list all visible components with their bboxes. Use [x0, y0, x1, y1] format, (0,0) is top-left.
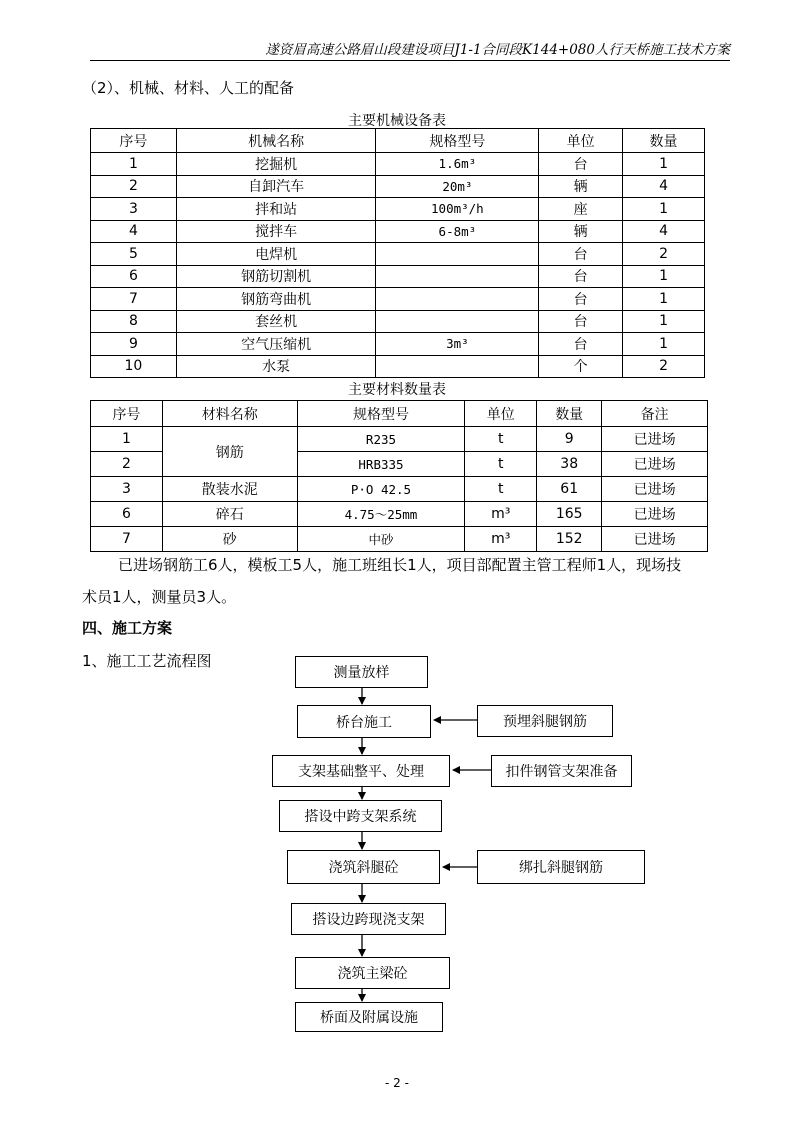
- flow-step-deck-facilities: 桥面及附属设施: [295, 1002, 443, 1032]
- table-cell: 拌和站: [176, 198, 376, 221]
- flow-step-survey: 测量放样: [295, 656, 428, 688]
- table-cell: 已进场: [602, 452, 708, 477]
- table-cell: 7: [91, 527, 163, 552]
- column-header: 材料名称: [162, 401, 297, 427]
- table-cell: 1: [623, 153, 705, 176]
- table-cell: 座: [539, 198, 623, 221]
- table-cell: 6-8m³: [376, 220, 539, 243]
- table-cell: 电焊机: [176, 243, 376, 266]
- flowchart-title: 1、施工工艺流程图: [82, 652, 212, 670]
- table-cell: 2: [91, 175, 177, 198]
- table-cell: 100m³/h: [376, 198, 539, 221]
- table-cell: 38: [537, 452, 602, 477]
- table-cell: 9: [537, 427, 602, 452]
- table-cell: 碎石: [162, 502, 297, 527]
- table-cell: m³: [465, 502, 537, 527]
- table-cell: 1: [623, 333, 705, 356]
- column-header: 数量: [537, 401, 602, 427]
- table-cell: 钢筋弯曲机: [176, 288, 376, 311]
- table-cell: 中砂: [297, 527, 465, 552]
- material-table-caption: 主要材料数量表: [348, 382, 446, 398]
- flow-side-embed-rebar: 预埋斜腿钢筋: [477, 705, 613, 737]
- table-cell: 辆: [539, 175, 623, 198]
- table-cell: 3: [91, 198, 177, 221]
- table-cell: 4.75～25mm: [297, 502, 465, 527]
- table-cell: 6: [91, 502, 163, 527]
- table-cell: 砂: [162, 527, 297, 552]
- table-cell: 1: [91, 153, 177, 176]
- table-cell: 散装水泥: [162, 477, 297, 502]
- table-cell: 台: [539, 265, 623, 288]
- table-cell: 自卸汽车: [176, 175, 376, 198]
- table-cell: t: [465, 477, 537, 502]
- table-cell: 台: [539, 243, 623, 266]
- table-cell: 152: [537, 527, 602, 552]
- flow-step-center-span-support: 搭设中跨支架系统: [279, 800, 442, 832]
- flow-step-support-foundation: 支架基础整平、处理: [272, 755, 450, 787]
- table-cell: 搅拌车: [176, 220, 376, 243]
- table-cell: 2: [91, 452, 163, 477]
- table-cell: 165: [537, 502, 602, 527]
- column-header: 序号: [91, 401, 163, 427]
- column-header: 机械名称: [176, 129, 376, 153]
- column-header: 规格型号: [297, 401, 465, 427]
- table-cell: 挖掘机: [176, 153, 376, 176]
- table-cell: 5: [91, 243, 177, 266]
- column-header: 单位: [465, 401, 537, 427]
- table-cell: 台: [539, 288, 623, 311]
- table-cell: 4: [91, 220, 177, 243]
- table-cell: 钢筋: [162, 427, 297, 477]
- table-cell: 1: [623, 288, 705, 311]
- table-cell: 2: [623, 355, 705, 378]
- table-cell: 辆: [539, 220, 623, 243]
- table-cell: 1: [623, 198, 705, 221]
- table-cell: 1: [91, 427, 163, 452]
- column-header: 备注: [602, 401, 708, 427]
- table-cell: 61: [537, 477, 602, 502]
- column-header: 规格型号: [376, 129, 539, 153]
- table-cell: t: [465, 452, 537, 477]
- table-cell: 已进场: [602, 502, 708, 527]
- column-header: 单位: [539, 129, 623, 153]
- table-cell: 2: [623, 243, 705, 266]
- table-cell: HRB335: [297, 452, 465, 477]
- table-cell: 已进场: [602, 477, 708, 502]
- table-cell: 钢筋切割机: [176, 265, 376, 288]
- flow-step-pour-legs: 浇筑斜腿砼: [287, 850, 440, 884]
- flow-side-scaffold-prep: 扣件钢管支架准备: [491, 755, 632, 787]
- column-header: 序号: [91, 129, 177, 153]
- table-cell: 个: [539, 355, 623, 378]
- table-cell: 4: [623, 175, 705, 198]
- table-cell: 1: [623, 265, 705, 288]
- table-cell: 台: [539, 153, 623, 176]
- table-cell: t: [465, 427, 537, 452]
- table-cell: 3m³: [376, 333, 539, 356]
- table-cell: m³: [465, 527, 537, 552]
- machine-table-caption: 主要机械设备表: [348, 113, 446, 129]
- page-number: - 2 -: [385, 1076, 409, 1090]
- table-cell: 10: [91, 355, 177, 378]
- table-cell: 7: [91, 288, 177, 311]
- table-cell: 已进场: [602, 427, 708, 452]
- table-cell: P·O 42.5: [297, 477, 465, 502]
- table-cell: 3: [91, 477, 163, 502]
- table-cell: 水泵: [176, 355, 376, 378]
- table-cell: 已进场: [602, 527, 708, 552]
- table-cell: 9: [91, 333, 177, 356]
- flow-side-bind-rebar: 绑扎斜腿钢筋: [477, 850, 645, 884]
- section-heading-equipment: （2）、机械、材料、人工的配备: [82, 79, 295, 97]
- table-cell: 空气压缩机: [176, 333, 376, 356]
- labor-text-line2: 术员1人，测量员3人。: [82, 588, 237, 606]
- document-header: 遂资眉高速公路眉山段建设项目J1-1合同段K144+080人行天桥施工技术方案: [265, 42, 730, 58]
- column-header: 数量: [623, 129, 705, 153]
- labor-text-line1: 已进场钢筋工6人，模板工5人，施工班组长1人，项目部配置主管工程师1人，现场技: [118, 556, 682, 574]
- flow-step-side-span-support: 搭设边跨现浇支架: [291, 903, 446, 935]
- flow-step-abutment: 桥台施工: [297, 705, 431, 738]
- table-cell: 20m³: [376, 175, 539, 198]
- section-heading-plan: 四、施工方案: [82, 619, 173, 637]
- table-cell: 8: [91, 310, 177, 333]
- table-cell: 1: [623, 310, 705, 333]
- table-cell: R235: [297, 427, 465, 452]
- table-cell: 1.6m³: [376, 153, 539, 176]
- table-cell: 套丝机: [176, 310, 376, 333]
- table-cell: 4: [623, 220, 705, 243]
- table-cell: 6: [91, 265, 177, 288]
- flow-step-pour-main-beam: 浇筑主梁砼: [295, 957, 450, 989]
- table-cell: 台: [539, 333, 623, 356]
- table-cell: 台: [539, 310, 623, 333]
